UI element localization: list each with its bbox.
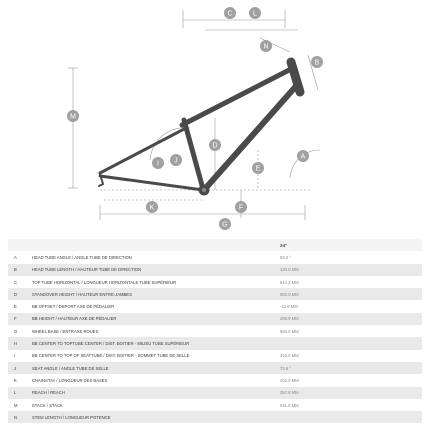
row-value: 310.0 MM <box>280 350 360 362</box>
label-l <box>249 7 261 19</box>
row-value: 983.0 MM <box>280 325 360 337</box>
label-e <box>252 162 264 174</box>
row-value: 298.9 MM <box>280 313 360 325</box>
row-letter: I <box>8 350 32 362</box>
svg-text:L: L <box>253 10 257 18</box>
table-row <box>8 313 422 325</box>
row-letter: E <box>8 300 32 312</box>
label-a <box>297 150 309 162</box>
svg-text:D: D <box>212 142 218 150</box>
svg-text:J: J <box>174 157 178 165</box>
size-header: 24" <box>280 239 360 251</box>
row-value: 73.6 ° <box>280 362 360 374</box>
table-row <box>8 251 422 263</box>
row-value <box>280 411 360 423</box>
table-header-row <box>8 239 422 251</box>
svg-text:G: G <box>222 221 228 229</box>
row-letter: J <box>8 362 32 374</box>
row-letter: B <box>8 264 32 276</box>
svg-text:M: M <box>70 113 76 121</box>
label-f <box>235 201 247 213</box>
row-value: 514.2 MM <box>280 276 360 288</box>
label-i <box>152 157 164 169</box>
row-description: BB OFFSET / DEPORT AXE DE PÉDALIER <box>32 300 280 312</box>
row-value <box>280 337 360 349</box>
row-value: -12.8 MM <box>280 300 360 312</box>
label-d <box>209 139 221 151</box>
row-letter: C <box>8 276 32 288</box>
row-letter: D <box>8 288 32 300</box>
row-letter: K <box>8 374 32 386</box>
table-row <box>8 276 422 288</box>
row-letter: A <box>8 251 32 263</box>
svg-text:K: K <box>149 204 155 212</box>
row-description: STANDOVER HEIGHT / HAUTEUR ENTRE-JAMBES <box>32 288 280 300</box>
label-k <box>146 201 158 213</box>
row-value: 69.4 ° <box>280 251 360 263</box>
table-row <box>8 350 422 362</box>
svg-text:B: B <box>314 59 320 67</box>
row-description: TOP TUBE HORIZONTAL / LONGUEUR HORIZONTALE TUBE SUPÉRIEUR <box>32 276 280 288</box>
table-row <box>8 337 422 349</box>
svg-text:A: A <box>300 153 306 161</box>
row-value: 357.8 MM <box>280 387 360 399</box>
table-row <box>8 264 422 276</box>
row-description: HEAD TUBE ANGLE / ANGLE TUBE DE DIRECTION <box>32 251 280 263</box>
table-row <box>8 411 422 423</box>
table-row <box>8 399 422 411</box>
svg-text:C: C <box>227 10 233 18</box>
row-description: SEAT ANGLE / ANGLE TUBE DE SELLE <box>32 362 280 374</box>
label-m <box>67 110 79 122</box>
row-description: WHEEL BASE / ENTRAXE ROUES <box>32 325 280 337</box>
row-description: STEM LENGTH / LONGUEUR POTENCE <box>32 411 280 423</box>
label-n <box>260 40 272 52</box>
row-letter: N <box>8 411 32 423</box>
table-row <box>8 300 422 312</box>
svg-text:E: E <box>255 165 261 173</box>
table-row <box>8 288 422 300</box>
table-row <box>8 387 422 399</box>
row-letter: F <box>8 313 32 325</box>
row-letter: H <box>8 337 32 349</box>
table-row <box>8 325 422 337</box>
row-description: BB CENTER TO TOP OF SEATTUBE / DIST. BOITIER - SOMMET TUBE DE SELLE <box>32 350 280 362</box>
row-value: 550.0 MM <box>280 288 360 300</box>
svg-text:N: N <box>263 43 269 51</box>
row-letter: G <box>8 325 32 337</box>
label-g <box>219 218 231 230</box>
row-value: 541.8 MM <box>280 399 360 411</box>
row-letter: M <box>8 399 32 411</box>
row-description: CHAINSTAY / LONGUEUR DES BASES <box>32 374 280 386</box>
row-description: BB HEIGHT / HAUTEUR AXE DE PÉDALIER <box>32 313 280 325</box>
svg-text:F: F <box>238 204 244 212</box>
label-b <box>311 56 323 68</box>
row-value: 120.0 MM <box>280 264 360 276</box>
row-value: 402.0 MM <box>280 374 360 386</box>
table-row <box>8 362 422 374</box>
row-description: STACK / STACK <box>32 399 280 411</box>
table-row <box>8 374 422 386</box>
svg-text:I: I <box>157 160 159 168</box>
row-description: REACH / REACH <box>32 387 280 399</box>
row-description: HEAD TUBE LENGTH / HAUTEUR TUBE DE DIRECTION <box>32 264 280 276</box>
row-description: BB CENTER TO TOPTUBE CENTER / DIST. BOITIER - MILIEU TUBE SUPÉRIEUR <box>32 337 280 349</box>
label-j <box>170 154 182 166</box>
row-letter: L <box>8 387 32 399</box>
label-c <box>224 7 236 19</box>
geometry-table <box>8 239 422 423</box>
